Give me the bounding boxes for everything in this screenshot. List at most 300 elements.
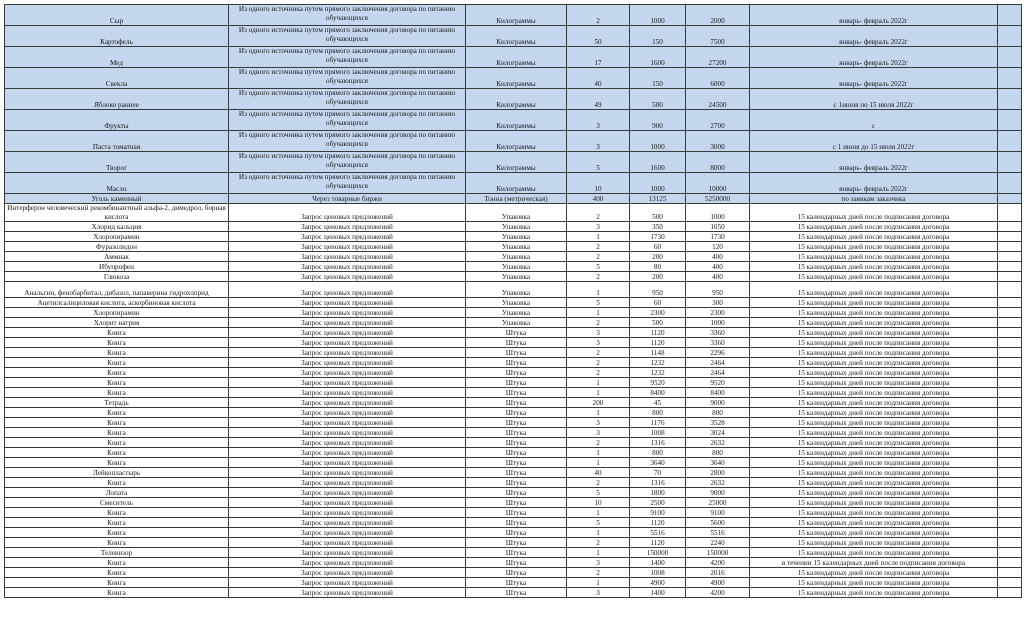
cell-total-amount: 9520 xyxy=(686,378,750,388)
cell-delivery-term: январь- февраль 2022г xyxy=(750,173,998,194)
cell-item-name: Книга xyxy=(5,328,229,338)
cell-empty xyxy=(998,588,1022,598)
cell-empty xyxy=(998,428,1022,438)
cell-unit-price: 150 xyxy=(630,26,686,47)
cell-total-amount: 27200 xyxy=(686,47,750,68)
table-row xyxy=(5,152,1022,173)
cell-empty xyxy=(998,298,1022,308)
cell-item-name: Книга xyxy=(5,588,229,598)
cell-procurement-method: Из одного источника путем прямого заключения договора по питанию обучающихся xyxy=(229,47,466,68)
cell-item-name: Книга xyxy=(5,348,229,358)
cell-quantity: 2 xyxy=(567,5,630,26)
cell-procurement-method: Запрос ценовых предложений xyxy=(229,338,466,348)
cell-quantity: 3 xyxy=(567,110,630,131)
cell-total-amount: 2300 xyxy=(686,308,750,318)
cell-total-amount: 5516 xyxy=(686,528,750,538)
cell-total-amount: 1000 xyxy=(686,204,750,222)
cell-unit: Штука xyxy=(466,328,567,338)
cell-empty xyxy=(998,468,1022,478)
cell-total-amount: 400 xyxy=(686,252,750,262)
cell-unit: Упаковка xyxy=(466,232,567,242)
cell-procurement-method: Из одного источника путем прямого заключения договора по питанию обучающихся xyxy=(229,110,466,131)
cell-unit: Штука xyxy=(466,488,567,498)
cell-unit: Штука xyxy=(466,478,567,488)
cell-procurement-method: Запрос ценовых предложений xyxy=(229,348,466,358)
cell-item-name: Ибупрофен xyxy=(5,262,229,272)
cell-unit: Упаковка xyxy=(466,204,567,222)
cell-empty xyxy=(998,518,1022,528)
cell-empty xyxy=(998,478,1022,488)
cell-unit-price: 1600 xyxy=(630,47,686,68)
cell-unit-price: 1730 xyxy=(630,232,686,242)
cell-unit: Упаковка xyxy=(466,282,567,298)
cell-unit-price: 1000 xyxy=(630,131,686,152)
cell-item-name: Книга xyxy=(5,508,229,518)
cell-unit-price: 500 xyxy=(630,204,686,222)
table-row xyxy=(5,308,1022,318)
table-row xyxy=(5,488,1022,498)
cell-empty xyxy=(998,328,1022,338)
cell-delivery-term: с 1 июня до 15 июля 2022г xyxy=(750,131,998,152)
table-row xyxy=(5,358,1022,368)
cell-quantity: 10 xyxy=(567,498,630,508)
table-row xyxy=(5,232,1022,242)
cell-procurement-method: Запрос ценовых предложений xyxy=(229,538,466,548)
cell-delivery-term: 15 календарных дней после подписания договора xyxy=(750,358,998,368)
cell-empty xyxy=(998,538,1022,548)
cell-unit: Штука xyxy=(466,428,567,438)
cell-quantity: 1 xyxy=(567,388,630,398)
cell-unit-price: 60 xyxy=(630,298,686,308)
cell-procurement-method: Запрос ценовых предложений xyxy=(229,398,466,408)
table-row xyxy=(5,458,1022,468)
cell-empty xyxy=(998,222,1022,232)
cell-quantity: 2 xyxy=(567,252,630,262)
cell-total-amount: 3528 xyxy=(686,418,750,428)
cell-unit: Штука xyxy=(466,338,567,348)
cell-total-amount: 400 xyxy=(686,272,750,282)
cell-procurement-method: Из одного источника путем прямого заключения договора по питанию обучающихся xyxy=(229,26,466,47)
cell-item-name: Книга xyxy=(5,368,229,378)
cell-unit: Штука xyxy=(466,568,567,578)
cell-quantity: 2 xyxy=(567,478,630,488)
cell-empty xyxy=(998,508,1022,518)
cell-procurement-method: Запрос ценовых предложений xyxy=(229,448,466,458)
cell-quantity: 1 xyxy=(567,378,630,388)
cell-item-name: Книга xyxy=(5,478,229,488)
cell-total-amount: 4200 xyxy=(686,588,750,598)
cell-unit: Штука xyxy=(466,418,567,428)
cell-total-amount: 800 xyxy=(686,448,750,458)
cell-quantity: 50 xyxy=(567,26,630,47)
cell-delivery-term: 15 календарных дней после подписания договора xyxy=(750,272,998,282)
cell-total-amount: 2800 xyxy=(686,468,750,478)
cell-quantity: 400 xyxy=(567,194,630,204)
cell-quantity: 2 xyxy=(567,318,630,328)
cell-unit-price: 350 xyxy=(630,222,686,232)
cell-quantity: 1 xyxy=(567,282,630,298)
cell-delivery-term: 15 календарных дней после подписания договора xyxy=(750,518,998,528)
cell-item-name: Картофель xyxy=(5,26,229,47)
cell-item-name: Тетрадь xyxy=(5,398,229,408)
table-row xyxy=(5,428,1022,438)
cell-unit-price: 13125 xyxy=(630,194,686,204)
cell-unit-price: 1120 xyxy=(630,518,686,528)
cell-quantity: 5 xyxy=(567,152,630,173)
cell-procurement-method: Запрос ценовых предложений xyxy=(229,418,466,428)
table-row xyxy=(5,548,1022,558)
cell-item-name: Книга xyxy=(5,448,229,458)
cell-unit: Штука xyxy=(466,448,567,458)
cell-empty xyxy=(998,47,1022,68)
cell-empty xyxy=(998,348,1022,358)
cell-total-amount: 6000 xyxy=(686,68,750,89)
cell-quantity: 2 xyxy=(567,358,630,368)
cell-procurement-method: Запрос ценовых предложений xyxy=(229,222,466,232)
cell-delivery-term: в течении 15 календарных дней после подписания договора xyxy=(750,558,998,568)
table-row xyxy=(5,89,1022,110)
cell-empty xyxy=(998,131,1022,152)
cell-empty xyxy=(998,68,1022,89)
cell-total-amount: 3000 xyxy=(686,131,750,152)
cell-delivery-term: 15 календарных дней после подписания договора xyxy=(750,488,998,498)
cell-quantity: 1 xyxy=(567,408,630,418)
table-row xyxy=(5,448,1022,458)
cell-quantity: 3 xyxy=(567,558,630,568)
cell-unit: Штука xyxy=(466,358,567,368)
cell-unit: Штука xyxy=(466,528,567,538)
cell-item-name: Книга xyxy=(5,388,229,398)
cell-procurement-method: Запрос ценовых предложений xyxy=(229,408,466,418)
cell-empty xyxy=(998,110,1022,131)
cell-unit-price: 4900 xyxy=(630,578,686,588)
cell-total-amount: 2464 xyxy=(686,358,750,368)
cell-unit: Штука xyxy=(466,538,567,548)
cell-delivery-term: январь- февраль 2022г xyxy=(750,47,998,68)
cell-total-amount: 9100 xyxy=(686,508,750,518)
cell-unit-price: 150 xyxy=(630,68,686,89)
cell-delivery-term: 15 календарных дней после подписания договора xyxy=(750,428,998,438)
cell-delivery-term: по заявкам заказчика xyxy=(750,194,998,204)
cell-item-name: Хлорид кальция xyxy=(5,222,229,232)
cell-unit: Килограммы xyxy=(466,89,567,110)
cell-unit-price: 8400 xyxy=(630,388,686,398)
cell-item-name: Мед xyxy=(5,47,229,68)
cell-item-name: Книга xyxy=(5,418,229,428)
cell-total-amount: 120 xyxy=(686,242,750,252)
cell-total-amount: 24500 xyxy=(686,89,750,110)
cell-procurement-method: Запрос ценовых предложений xyxy=(229,528,466,538)
cell-total-amount: 2632 xyxy=(686,438,750,448)
cell-item-name: Ацетилсалициловая кислота, аскорбиновая кислота xyxy=(5,298,229,308)
cell-quantity: 2 xyxy=(567,348,630,358)
cell-unit: Килограммы xyxy=(466,152,567,173)
table-row xyxy=(5,468,1022,478)
cell-procurement-method: Запрос ценовых предложений xyxy=(229,548,466,558)
cell-quantity: 2 xyxy=(567,438,630,448)
table-row xyxy=(5,498,1022,508)
table-row xyxy=(5,328,1022,338)
cell-unit-price: 3640 xyxy=(630,458,686,468)
cell-total-amount: 2700 xyxy=(686,110,750,131)
cell-item-name: Анальгин, фенобарбитал, дибазол, папаверина гидрохлорид xyxy=(5,282,229,298)
cell-empty xyxy=(998,418,1022,428)
cell-total-amount: 4900 xyxy=(686,578,750,588)
cell-procurement-method: Запрос ценовых предложений xyxy=(229,588,466,598)
cell-quantity: 2 xyxy=(567,568,630,578)
cell-delivery-term: 15 календарных дней после подписания договора xyxy=(750,578,998,588)
cell-empty xyxy=(998,26,1022,47)
cell-unit-price: 1316 xyxy=(630,478,686,488)
cell-procurement-method: Запрос ценовых предложений xyxy=(229,378,466,388)
cell-procurement-method: Запрос ценовых предложений xyxy=(229,518,466,528)
cell-item-name: Книга xyxy=(5,438,229,448)
cell-unit-price: 1400 xyxy=(630,588,686,598)
cell-item-name: Книга xyxy=(5,518,229,528)
cell-delivery-term: 15 календарных дней после подписания договора xyxy=(750,588,998,598)
cell-unit: Упаковка xyxy=(466,262,567,272)
table-row xyxy=(5,348,1022,358)
cell-empty xyxy=(998,173,1022,194)
cell-delivery-term: 15 календарных дней после подписания договора xyxy=(750,508,998,518)
cell-total-amount: 10000 xyxy=(686,173,750,194)
cell-procurement-method: Из одного источника путем прямого заключения договора по питанию обучающихся xyxy=(229,68,466,89)
cell-unit-price: 70 xyxy=(630,468,686,478)
cell-procurement-method: Запрос ценовых предложений xyxy=(229,298,466,308)
cell-quantity: 3 xyxy=(567,428,630,438)
cell-procurement-method: Запрос ценовых предложений xyxy=(229,358,466,368)
cell-item-name: Паста томатная xyxy=(5,131,229,152)
cell-unit-price: 1008 xyxy=(630,568,686,578)
cell-unit: Штука xyxy=(466,578,567,588)
cell-quantity: 3 xyxy=(567,328,630,338)
cell-unit: Штука xyxy=(466,548,567,558)
cell-empty xyxy=(998,338,1022,348)
cell-delivery-term: январь- февраль 2022г xyxy=(750,5,998,26)
cell-item-name: Свекла xyxy=(5,68,229,89)
cell-item-name: Книга xyxy=(5,408,229,418)
cell-quantity: 3 xyxy=(567,222,630,232)
table-row xyxy=(5,26,1022,47)
cell-quantity: 1 xyxy=(567,448,630,458)
cell-unit: Штука xyxy=(466,438,567,448)
cell-empty xyxy=(998,488,1022,498)
cell-empty xyxy=(998,448,1022,458)
cell-empty xyxy=(998,89,1022,110)
cell-unit-price: 800 xyxy=(630,408,686,418)
cell-total-amount: 8400 xyxy=(686,388,750,398)
table-row xyxy=(5,204,1022,222)
cell-unit: Штука xyxy=(466,408,567,418)
table-row xyxy=(5,398,1022,408)
cell-quantity: 3 xyxy=(567,588,630,598)
cell-procurement-method: Запрос ценовых предложений xyxy=(229,368,466,378)
cell-total-amount: 950 xyxy=(686,282,750,298)
cell-procurement-method: Запрос ценовых предложений xyxy=(229,282,466,298)
cell-item-name: Яблоко раннее xyxy=(5,89,229,110)
cell-total-amount: 8000 xyxy=(686,152,750,173)
cell-procurement-method: Запрос ценовых предложений xyxy=(229,388,466,398)
cell-total-amount: 9000 xyxy=(686,398,750,408)
cell-unit-price: 1232 xyxy=(630,368,686,378)
cell-empty xyxy=(998,528,1022,538)
cell-procurement-method: Запрос ценовых предложений xyxy=(229,272,466,282)
cell-unit-price: 2500 xyxy=(630,498,686,508)
cell-delivery-term: 15 календарных дней после подписания договора xyxy=(750,378,998,388)
cell-empty xyxy=(998,368,1022,378)
table-row xyxy=(5,68,1022,89)
cell-empty xyxy=(998,568,1022,578)
cell-item-name: Книга xyxy=(5,428,229,438)
cell-delivery-term: 15 календарных дней после подписания договора xyxy=(750,398,998,408)
cell-empty xyxy=(998,282,1022,298)
cell-unit: Килограммы xyxy=(466,131,567,152)
cell-procurement-method: Запрос ценовых предложений xyxy=(229,318,466,328)
cell-empty xyxy=(998,5,1022,26)
cell-unit-price: 150000 xyxy=(630,548,686,558)
cell-unit: Штука xyxy=(466,588,567,598)
procurement-table xyxy=(4,4,1022,598)
cell-unit-price: 1600 xyxy=(630,152,686,173)
cell-quantity: 17 xyxy=(567,47,630,68)
cell-unit: Штука xyxy=(466,518,567,528)
cell-item-name: Книга xyxy=(5,338,229,348)
cell-procurement-method: Запрос ценовых предложений xyxy=(229,204,466,222)
table-row xyxy=(5,558,1022,568)
cell-quantity: 5 xyxy=(567,262,630,272)
cell-total-amount: 400 xyxy=(686,262,750,272)
cell-procurement-method: Запрос ценовых предложений xyxy=(229,568,466,578)
cell-empty xyxy=(998,578,1022,588)
cell-quantity: 40 xyxy=(567,468,630,478)
cell-empty xyxy=(998,262,1022,272)
cell-delivery-term: 15 календарных дней после подписания договора xyxy=(750,338,998,348)
cell-quantity: 10 xyxy=(567,173,630,194)
cell-unit-price: 1316 xyxy=(630,438,686,448)
cell-total-amount: 4200 xyxy=(686,558,750,568)
cell-quantity: 2 xyxy=(567,538,630,548)
table-row xyxy=(5,242,1022,252)
table-row xyxy=(5,110,1022,131)
cell-empty xyxy=(998,152,1022,173)
table-row xyxy=(5,131,1022,152)
cell-delivery-term: 15 календарных дней после подписания договора xyxy=(750,204,998,222)
cell-procurement-method: Запрос ценовых предложений xyxy=(229,558,466,568)
cell-item-name: Телевизор xyxy=(5,548,229,558)
cell-delivery-term: 15 календарных дней после подписания договора xyxy=(750,348,998,358)
cell-total-amount: 1730 xyxy=(686,232,750,242)
cell-unit: Упаковка xyxy=(466,222,567,232)
cell-delivery-term: 15 календарных дней после подписания договора xyxy=(750,408,998,418)
table-row xyxy=(5,418,1022,428)
cell-procurement-method: Запрос ценовых предложений xyxy=(229,428,466,438)
cell-total-amount: 5600 xyxy=(686,518,750,528)
table-row xyxy=(5,173,1022,194)
cell-quantity: 3 xyxy=(567,418,630,428)
cell-quantity: 5 xyxy=(567,298,630,308)
table-row xyxy=(5,438,1022,448)
cell-item-name: Хлорит натрия xyxy=(5,318,229,328)
cell-empty xyxy=(998,498,1022,508)
cell-quantity: 2 xyxy=(567,242,630,252)
cell-unit-price: 1232 xyxy=(630,358,686,368)
cell-item-name: Сыр xyxy=(5,5,229,26)
cell-delivery-term: 15 календарных дней после подписания договора xyxy=(750,328,998,338)
cell-item-name: Книга xyxy=(5,528,229,538)
cell-procurement-method: Из одного источника путем прямого заключения договора по питанию обучающихся xyxy=(229,5,466,26)
cell-unit-price: 45 xyxy=(630,398,686,408)
cell-item-name: Книга xyxy=(5,538,229,548)
cell-item-name: Книга xyxy=(5,578,229,588)
cell-item-name: Хлоропирамин xyxy=(5,232,229,242)
cell-item-name: Фрукты xyxy=(5,110,229,131)
cell-unit: Упаковка xyxy=(466,252,567,262)
cell-unit: Упаковка xyxy=(466,308,567,318)
cell-unit: Штука xyxy=(466,458,567,468)
cell-empty xyxy=(998,318,1022,328)
cell-unit: Упаковка xyxy=(466,272,567,282)
cell-unit-price: 1148 xyxy=(630,348,686,358)
cell-empty xyxy=(998,242,1022,252)
cell-item-name: Хлоропирамин xyxy=(5,308,229,318)
table-row xyxy=(5,318,1022,328)
cell-empty xyxy=(998,308,1022,318)
cell-item-name: Книга xyxy=(5,458,229,468)
cell-total-amount: 3360 xyxy=(686,328,750,338)
cell-quantity: 2 xyxy=(567,204,630,222)
cell-delivery-term: с 1июня по 15 июля 2022г xyxy=(750,89,998,110)
cell-unit: Штука xyxy=(466,368,567,378)
cell-total-amount: 2000 xyxy=(686,5,750,26)
cell-item-name: Лопата xyxy=(5,488,229,498)
cell-procurement-method: Запрос ценовых предложений xyxy=(229,232,466,242)
cell-procurement-method: Запрос ценовых предложений xyxy=(229,458,466,468)
cell-total-amount: 5250000 xyxy=(686,194,750,204)
cell-quantity: 40 xyxy=(567,68,630,89)
cell-empty xyxy=(998,458,1022,468)
cell-procurement-method: Запрос ценовых предложений xyxy=(229,468,466,478)
cell-total-amount: 1050 xyxy=(686,222,750,232)
cell-procurement-method: Запрос ценовых предложений xyxy=(229,498,466,508)
table-row xyxy=(5,5,1022,26)
cell-item-name: Книга xyxy=(5,358,229,368)
cell-item-name: Аммиак xyxy=(5,252,229,262)
cell-quantity: 1 xyxy=(567,508,630,518)
table-row xyxy=(5,298,1022,308)
table-row xyxy=(5,568,1022,578)
cell-procurement-method: Запрос ценовых предложений xyxy=(229,478,466,488)
cell-quantity: 5 xyxy=(567,518,630,528)
cell-unit-price: 80 xyxy=(630,262,686,272)
cell-procurement-method: Запрос ценовых предложений xyxy=(229,252,466,262)
cell-total-amount: 3024 xyxy=(686,428,750,438)
cell-quantity: 2 xyxy=(567,368,630,378)
cell-total-amount: 9000 xyxy=(686,488,750,498)
cell-procurement-method: Запрос ценовых предложений xyxy=(229,328,466,338)
cell-total-amount: 3640 xyxy=(686,458,750,468)
cell-delivery-term: 15 календарных дней после подписания договора xyxy=(750,368,998,378)
cell-procurement-method: Запрос ценовых предложений xyxy=(229,438,466,448)
cell-delivery-term: январь- февраль 2022г xyxy=(750,26,998,47)
table-row xyxy=(5,408,1022,418)
cell-total-amount: 300 xyxy=(686,298,750,308)
cell-procurement-method: Запрос ценовых предложений xyxy=(229,242,466,252)
cell-unit-price: 1120 xyxy=(630,338,686,348)
cell-quantity: 2 xyxy=(567,272,630,282)
cell-item-name: Интерферон человеческий рекомбинантный альфа-2, димедрол, борная кислота xyxy=(5,204,229,222)
cell-empty xyxy=(998,408,1022,418)
cell-unit: Штука xyxy=(466,468,567,478)
